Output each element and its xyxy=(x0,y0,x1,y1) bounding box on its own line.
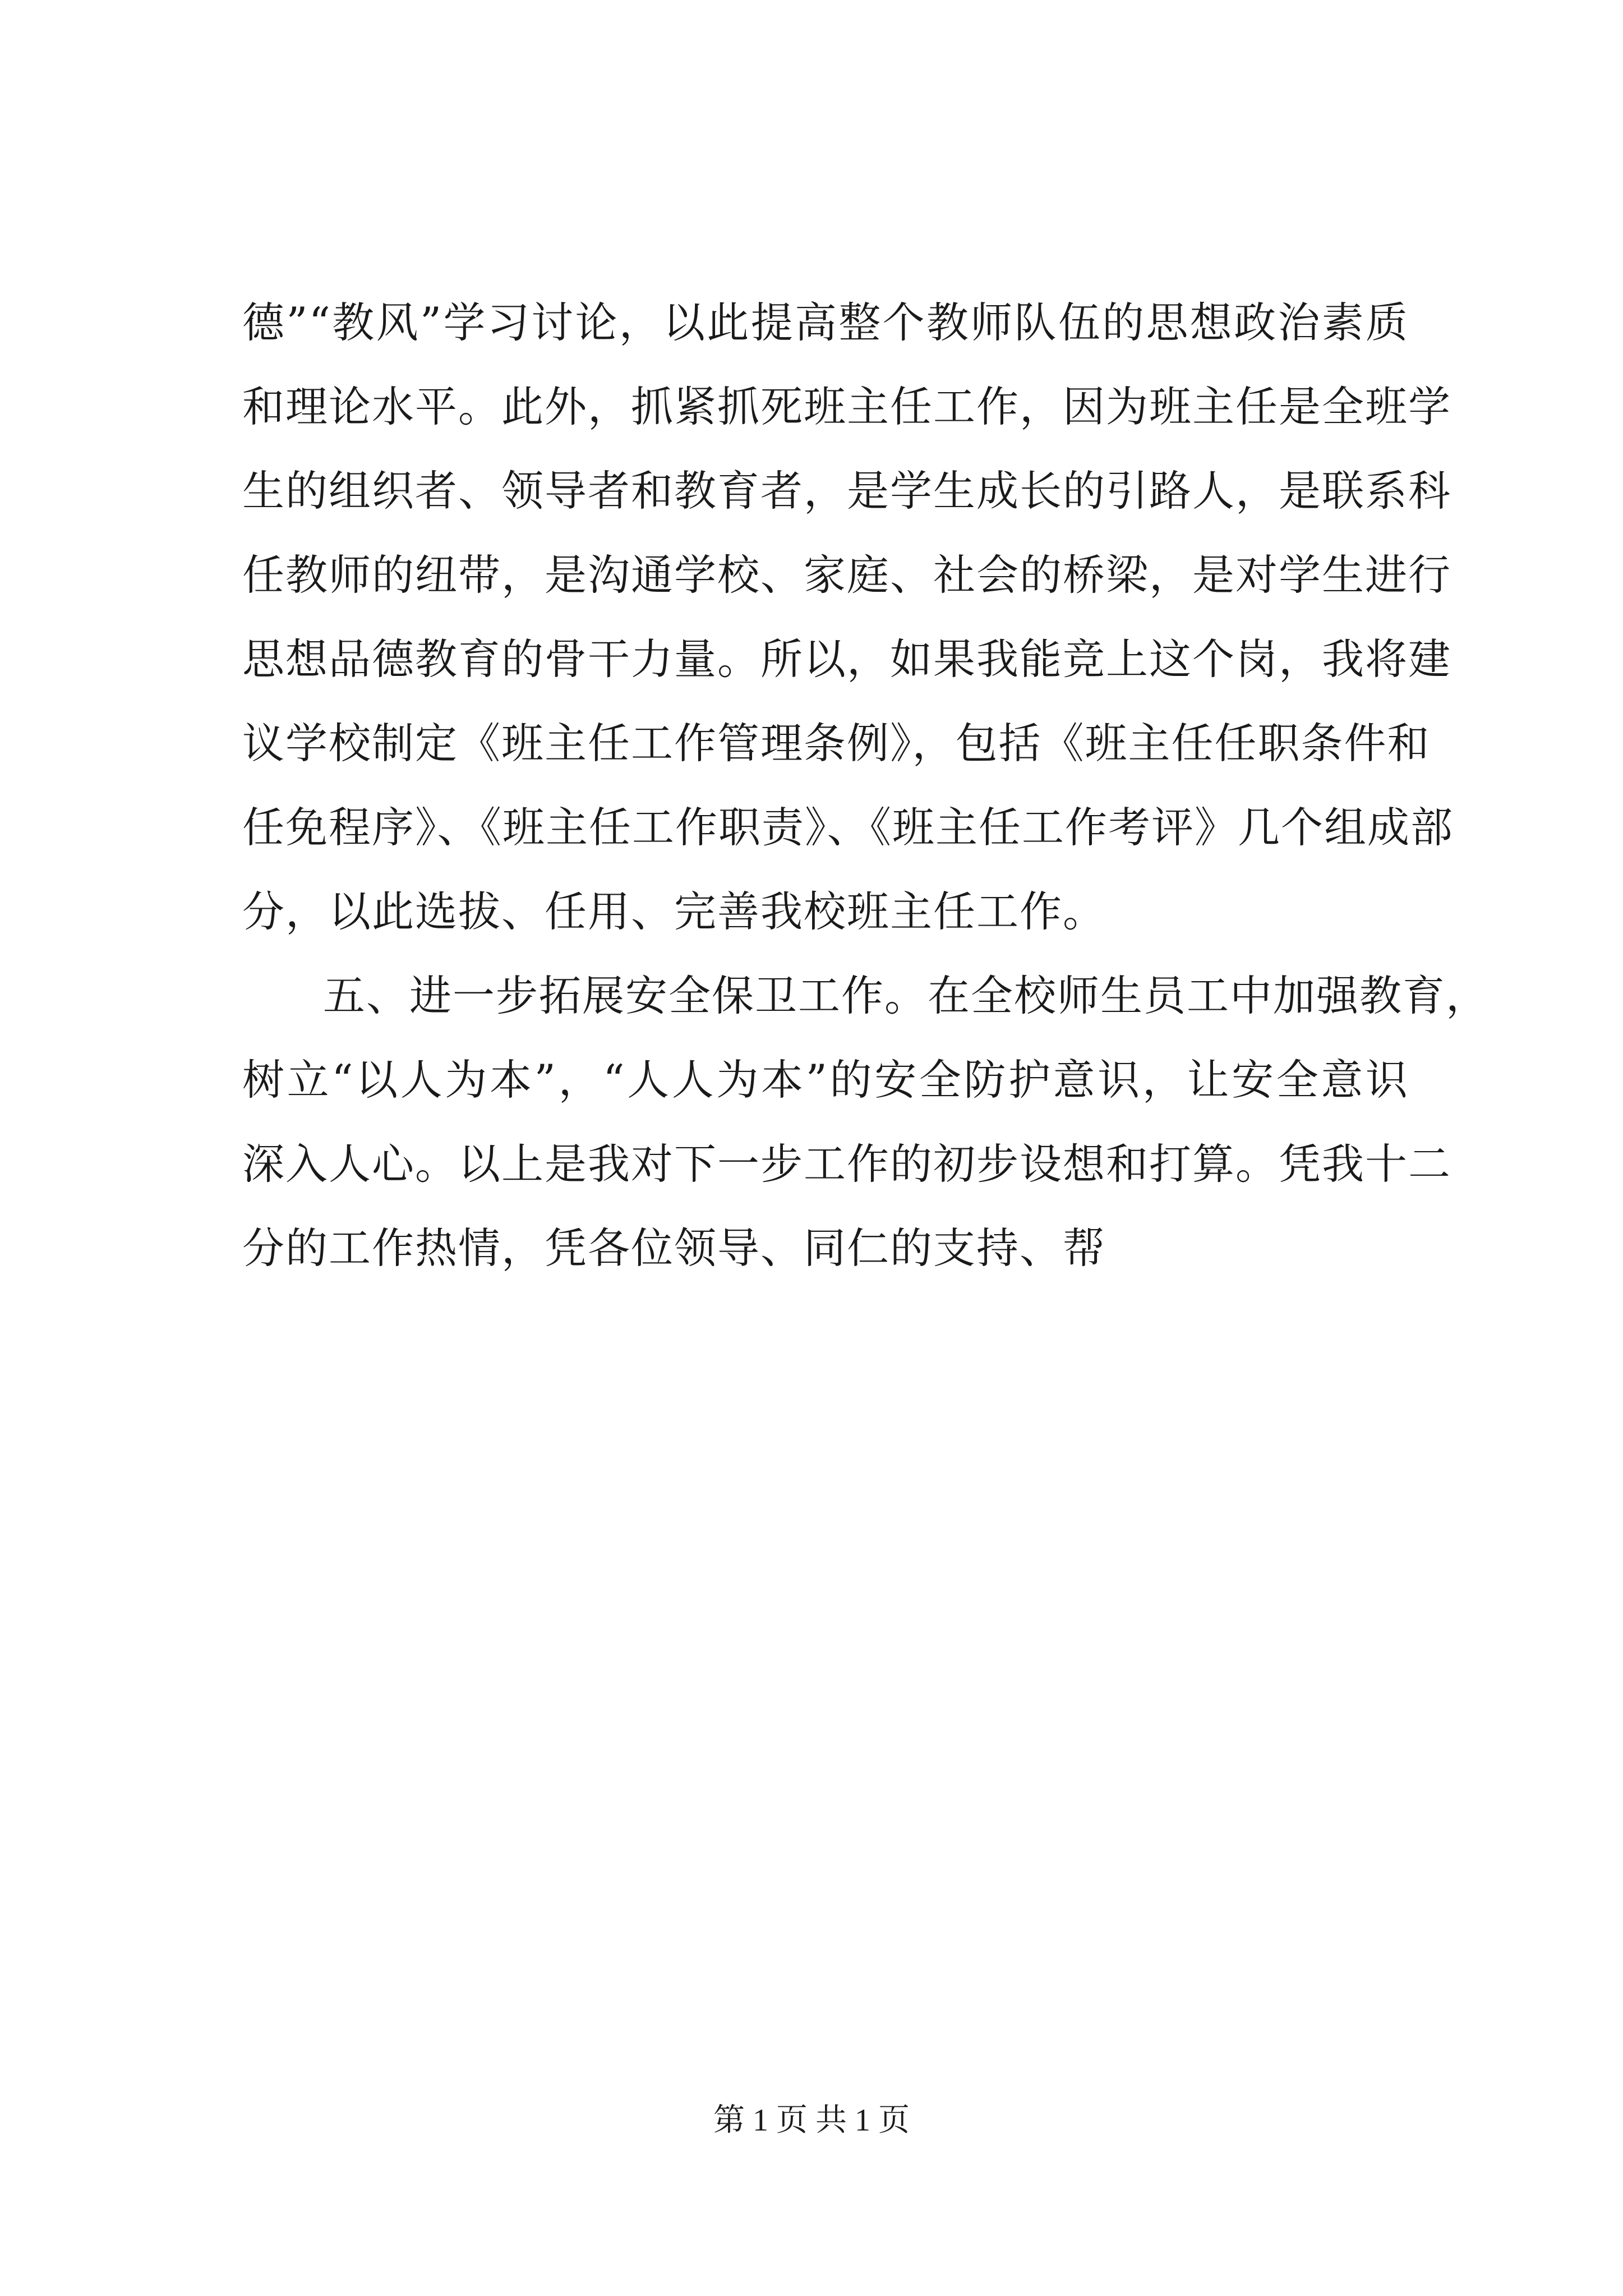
text-line: 五、进一步拓展安全保卫工作。在全校师生员工中加强教育， xyxy=(323,971,1490,1020)
text-line: 和理论水平。此外，抓紧抓死班主任工作，因为班主任是全班学 xyxy=(242,382,1452,431)
text-line: 树立“以人为本”，“人人为本”的安全防护意识，让安全意识 xyxy=(242,1055,1409,1105)
text-line: 生的组织者、领导者和教育者，是学生成长的引路人，是联系科 xyxy=(242,466,1452,516)
text-line: 分，以此选拔、任用、完善我校班主任工作。 xyxy=(242,887,1106,936)
page-number-footer: 第 1 页 共 1 页 xyxy=(713,2103,910,2138)
text-line: 分的工作热情，凭各位领导、同仁的支持、帮 xyxy=(242,1223,1106,1273)
text-line: 任免程序》、《班主任工作职责》、《班主任工作考评》几个组成部 xyxy=(242,803,1454,852)
text-line: 深入人心。以上是我对下一步工作的初步设想和打算。凭我十二 xyxy=(242,1139,1452,1189)
text-line: 德”“教风”学习讨论，以此提高整个教师队伍的思想政治素质 xyxy=(242,298,1409,347)
text-line: 思想品德教育的骨干力量。所以，如果我能竞上这个岗，我将建 xyxy=(242,634,1452,684)
text-line: 议学校制定《班主任工作管理条例》，包括《班主任任职条件和 xyxy=(242,719,1431,768)
text-line: 任教师的纽带，是沟通学校、家庭、社会的桥梁，是对学生进行 xyxy=(242,550,1452,600)
